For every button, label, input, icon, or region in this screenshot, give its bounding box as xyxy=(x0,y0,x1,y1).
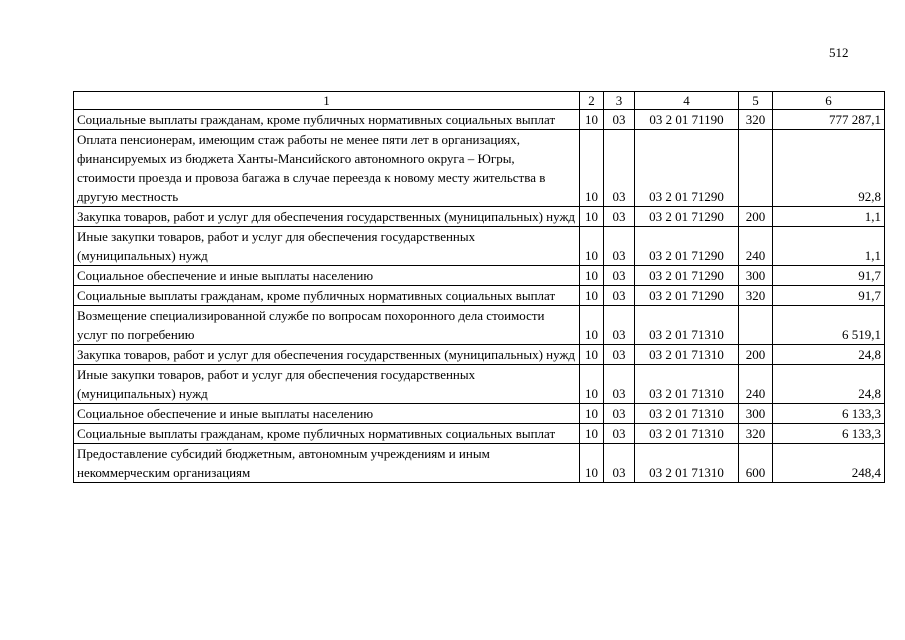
header-col-3: 3 xyxy=(604,92,635,110)
row-section: 10 xyxy=(580,110,604,130)
row-subsection: 03 xyxy=(604,404,635,424)
row-name: Возмещение специализированной службе по вопросам похоронного дела стоимости услуг по погребению xyxy=(74,306,580,345)
row-target-article: 03 2 01 71310 xyxy=(635,365,739,404)
row-name: Предоставление субсидий бюджетным, автономным учреждениям и иным некоммерческим организациям xyxy=(74,444,580,483)
table-row xyxy=(74,266,885,286)
row-name: Социальное обеспечение и иные выплаты населению xyxy=(74,404,580,424)
row-target-article: 03 2 01 71310 xyxy=(635,444,739,483)
row-expense-type xyxy=(739,306,773,345)
table-row xyxy=(74,404,885,424)
row-expense-type: 240 xyxy=(739,365,773,404)
row-subsection: 03 xyxy=(604,130,635,207)
row-amount: 24,8 xyxy=(773,365,885,404)
table-row xyxy=(74,110,885,130)
row-name: Социальные выплаты гражданам, кроме публичных нормативных социальных выплат xyxy=(74,286,580,306)
row-subsection: 03 xyxy=(604,227,635,266)
row-subsection: 03 xyxy=(604,424,635,444)
row-amount: 6 133,3 xyxy=(773,424,885,444)
row-name: Оплата пенсионерам, имеющим стаж работы не менее пяти лет в организациях, финансируемых из бюджета Ханты-Мансийского автономного округа – Югры, стоимости проезда и провоза багажа в случае переезда к новому месту жительства в другую местность xyxy=(74,130,580,207)
row-section: 10 xyxy=(580,207,604,227)
row-name: Социальные выплаты гражданам, кроме публичных нормативных социальных выплат xyxy=(74,110,580,130)
row-target-article: 03 2 01 71310 xyxy=(635,424,739,444)
row-name: Социальное обеспечение и иные выплаты населению xyxy=(74,266,580,286)
table-row xyxy=(74,306,885,345)
header-col-4: 4 xyxy=(635,92,739,110)
row-subsection: 03 xyxy=(604,345,635,365)
row-name: Закупка товаров, работ и услуг для обеспечения государственных (муниципальных) нужд xyxy=(74,207,580,227)
row-section: 10 xyxy=(580,424,604,444)
table-row xyxy=(74,365,885,404)
row-section: 10 xyxy=(580,130,604,207)
row-section: 10 xyxy=(580,227,604,266)
table-row xyxy=(74,424,885,444)
row-expense-type: 300 xyxy=(739,266,773,286)
row-expense-type: 320 xyxy=(739,424,773,444)
row-target-article: 03 2 01 71290 xyxy=(635,130,739,207)
row-subsection: 03 xyxy=(604,266,635,286)
table-row xyxy=(74,286,885,306)
table-row xyxy=(74,345,885,365)
row-target-article: 03 2 01 71290 xyxy=(635,286,739,306)
row-amount: 777 287,1 xyxy=(773,110,885,130)
row-expense-type: 300 xyxy=(739,404,773,424)
row-section: 10 xyxy=(580,444,604,483)
row-expense-type: 320 xyxy=(739,110,773,130)
row-expense-type: 200 xyxy=(739,345,773,365)
row-section: 10 xyxy=(580,306,604,345)
row-section: 10 xyxy=(580,286,604,306)
row-amount: 1,1 xyxy=(773,227,885,266)
row-section: 10 xyxy=(580,365,604,404)
row-subsection: 03 xyxy=(604,444,635,483)
header-col-5: 5 xyxy=(739,92,773,110)
row-amount: 91,7 xyxy=(773,266,885,286)
row-subsection: 03 xyxy=(604,286,635,306)
table-row xyxy=(74,207,885,227)
row-amount: 24,8 xyxy=(773,345,885,365)
row-target-article: 03 2 01 71190 xyxy=(635,110,739,130)
row-name: Социальные выплаты гражданам, кроме публичных нормативных социальных выплат xyxy=(74,424,580,444)
row-expense-type: 600 xyxy=(739,444,773,483)
row-section: 10 xyxy=(580,404,604,424)
row-section: 10 xyxy=(580,266,604,286)
row-subsection: 03 xyxy=(604,365,635,404)
row-amount: 92,8 xyxy=(773,130,885,207)
row-name: Иные закупки товаров, работ и услуг для обеспечения государственных (муниципальных) нужд xyxy=(74,227,580,266)
row-target-article: 03 2 01 71290 xyxy=(635,227,739,266)
row-name: Закупка товаров, работ и услуг для обеспечения государственных (муниципальных) нужд xyxy=(74,345,580,365)
budget-table xyxy=(73,91,885,483)
row-amount: 6 519,1 xyxy=(773,306,885,345)
row-section: 10 xyxy=(580,345,604,365)
row-expense-type xyxy=(739,130,773,207)
row-amount: 91,7 xyxy=(773,286,885,306)
table-row xyxy=(74,130,885,207)
row-subsection: 03 xyxy=(604,110,635,130)
row-target-article: 03 2 01 71310 xyxy=(635,345,739,365)
row-target-article: 03 2 01 71310 xyxy=(635,404,739,424)
page-number: 512 xyxy=(829,45,849,60)
row-target-article: 03 2 01 71310 xyxy=(635,306,739,345)
table-row xyxy=(74,227,885,266)
row-amount: 6 133,3 xyxy=(773,404,885,424)
row-amount: 248,4 xyxy=(773,444,885,483)
row-name: Иные закупки товаров, работ и услуг для обеспечения государственных (муниципальных) нужд xyxy=(74,365,580,404)
row-target-article: 03 2 01 71290 xyxy=(635,266,739,286)
row-target-article: 03 2 01 71290 xyxy=(635,207,739,227)
row-subsection: 03 xyxy=(604,207,635,227)
row-expense-type: 320 xyxy=(739,286,773,306)
row-subsection: 03 xyxy=(604,306,635,345)
row-expense-type: 240 xyxy=(739,227,773,266)
table-row xyxy=(74,444,885,483)
header-col-1: 1 xyxy=(74,92,580,110)
table-header-row xyxy=(74,92,885,110)
header-col-2: 2 xyxy=(580,92,604,110)
row-expense-type: 200 xyxy=(739,207,773,227)
header-col-6: 6 xyxy=(773,92,885,110)
row-amount: 1,1 xyxy=(773,207,885,227)
